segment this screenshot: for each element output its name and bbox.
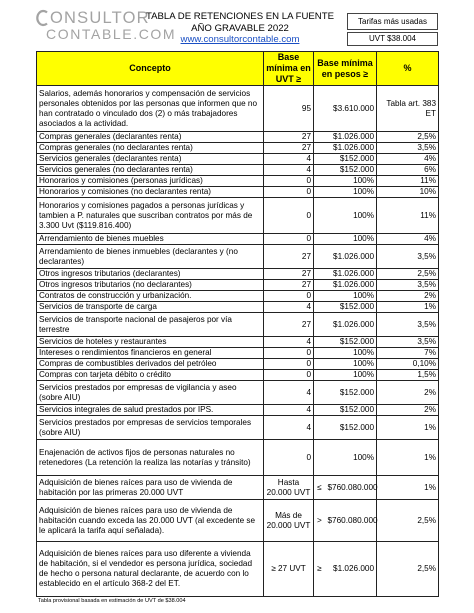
table-row <box>37 370 439 381</box>
table-row <box>37 269 439 280</box>
concepto-cell: Arrendamiento de bienes muebles <box>37 234 264 245</box>
pct-cell: 2,5% <box>377 269 439 280</box>
pct-cell: 6% <box>377 165 439 176</box>
table-row <box>37 154 439 165</box>
pct-cell: 11% <box>377 176 439 187</box>
symbol-cell <box>314 234 326 245</box>
footer-note: Tabla provisional basada en estimación de UVT de $38.004 <box>38 598 186 604</box>
uvt-cell: 4 <box>264 405 314 416</box>
tarifas-box: Tarifas más usadas <box>347 13 438 30</box>
uvt-box: UVT $38.004 <box>347 32 438 46</box>
header-pesos: Base mínima en pesos ≥ <box>314 52 377 86</box>
concepto-cell: Compras con tarjeta débito o crédito <box>37 370 264 381</box>
pct-cell: 4% <box>377 154 439 165</box>
pesos-cell: $760.080.000 <box>326 476 377 500</box>
uvt-cell: Más de 20.000 UVT <box>264 500 314 542</box>
pct-cell: 10% <box>377 187 439 198</box>
concepto-cell: Intereses o rendimientos financieros en general <box>37 348 264 359</box>
uvt-cell: 4 <box>264 381 314 405</box>
concepto-cell: Honorarios y comisiones (personas jurídicas) <box>37 176 264 187</box>
pct-cell: 3,5% <box>377 280 439 291</box>
uvt-cell: 0 <box>264 359 314 370</box>
pct-cell: 1% <box>377 302 439 313</box>
pesos-cell: $152.000 <box>326 302 377 313</box>
uvt-cell: 27 <box>264 269 314 280</box>
pesos-cell: 100% <box>326 198 377 234</box>
uvt-cell: 4 <box>264 154 314 165</box>
uvt-cell: 4 <box>264 302 314 313</box>
pesos-cell: 100% <box>326 176 377 187</box>
pesos-cell: $152.000 <box>326 405 377 416</box>
concepto-cell: Arrendamiento de bienes inmuebles (declarantes y (no declarantes) <box>37 245 264 269</box>
table-row <box>37 381 439 405</box>
pct-cell: 2% <box>377 405 439 416</box>
pct-cell: Tabla art. 383 ET <box>377 86 439 132</box>
logo-c-icon <box>36 9 49 27</box>
pct-cell: 11% <box>377 198 439 234</box>
uvt-cell: 27 <box>264 245 314 269</box>
pesos-cell: $1.026.000 <box>326 245 377 269</box>
concepto-cell: Honorarios y comisiones pagados a personas jurídicas y tambien a P. naturales que suscriban contratos por más de 3.300 Uvt ($119.816.400) <box>37 198 264 234</box>
table-row <box>37 416 439 440</box>
uvt-cell: 0 <box>264 187 314 198</box>
concepto-cell: Servicios de transporte de carga <box>37 302 264 313</box>
pesos-cell: $152.000 <box>326 154 377 165</box>
symbol-cell: ≤ <box>314 476 326 500</box>
logo-line-2: CONTABLE.COM <box>46 26 177 42</box>
pct-cell: 3,5% <box>377 245 439 269</box>
concepto-cell: Servicios integrales de salud prestados por IPS. <box>37 405 264 416</box>
pesos-cell: $1.026.000 <box>326 143 377 154</box>
pct-cell: 1% <box>377 476 439 500</box>
table-row <box>37 313 439 337</box>
symbol-cell: > <box>314 500 326 542</box>
concepto-cell: Adquisición de bienes raíces para uso de vivienda de habitación cuando exceda las 20.000 UVT (al excedente se le aplicará la tarifa aquí señalada). <box>37 500 264 542</box>
uvt-cell: 0 <box>264 348 314 359</box>
pct-cell: 3,5% <box>377 143 439 154</box>
symbol-cell <box>314 302 326 313</box>
pesos-cell: $3.610.000 <box>326 86 377 132</box>
symbol-cell <box>314 416 326 440</box>
logo-line-1: ONSULTOR <box>50 9 150 27</box>
symbol-cell <box>314 348 326 359</box>
symbol-cell <box>314 187 326 198</box>
symbol-cell <box>314 269 326 280</box>
symbol-cell <box>314 245 326 269</box>
concepto-cell: Contratos de construcción y urbanización. <box>37 291 264 302</box>
pesos-cell: 100% <box>326 348 377 359</box>
concepto-cell: Compras de combustibles derivados del petróleo <box>37 359 264 370</box>
uvt-cell: 95 <box>264 86 314 132</box>
symbol-cell <box>314 381 326 405</box>
concepto-cell: Servicios generales (declarantes renta) <box>37 154 264 165</box>
pesos-cell: 100% <box>326 187 377 198</box>
table-row <box>37 348 439 359</box>
header-uvt: Base mínima en UVT ≥ <box>264 52 314 86</box>
pesos-cell: 100% <box>326 440 377 476</box>
concepto-cell: Adquisición de bienes raíces para uso diferente a vivienda de habitación, si el vendedor es persona jurídica, sociedad de hecho o persona natural declarante, de acuerdo con lo establecido en el artículo 368-2 del ET. <box>37 542 264 597</box>
symbol-cell <box>314 143 326 154</box>
title-line-2: AÑO GRAVABLE 2022 <box>191 22 289 34</box>
concepto-cell: Otros ingresos tributarios (no declarantes) <box>37 280 264 291</box>
concepto-cell: Otros ingresos tributarios (declarantes) <box>37 269 264 280</box>
uvt-cell: 0 <box>264 291 314 302</box>
pesos-cell: 100% <box>326 359 377 370</box>
pct-cell: 2,5% <box>377 500 439 542</box>
table-row <box>37 291 439 302</box>
pesos-cell: $1.026.000 <box>326 313 377 337</box>
symbol-cell <box>314 440 326 476</box>
pesos-cell: $760.080.000 <box>326 500 377 542</box>
uvt-cell: 4 <box>264 337 314 348</box>
table-row <box>37 542 439 597</box>
consultor-contable-logo <box>36 9 177 43</box>
header-pct: % <box>377 52 439 86</box>
pct-cell: 1% <box>377 416 439 440</box>
symbol-cell <box>314 176 326 187</box>
pct-cell: 3,5% <box>377 337 439 348</box>
symbol-cell <box>314 132 326 143</box>
table-row <box>37 86 439 132</box>
uvt-cell: 27 <box>264 143 314 154</box>
table-row <box>37 359 439 370</box>
uvt-cell: Hasta 20.000 UVT <box>264 476 314 500</box>
pesos-cell: 100% <box>326 291 377 302</box>
pesos-cell: $1.026.000 <box>326 542 377 597</box>
table-row <box>37 176 439 187</box>
symbol-cell <box>314 337 326 348</box>
uvt-cell: 0 <box>264 440 314 476</box>
pesos-cell: $152.000 <box>326 416 377 440</box>
table-row <box>37 245 439 269</box>
uvt-cell: 27 <box>264 313 314 337</box>
retenciones-table <box>36 51 439 597</box>
concepto-cell: Servicios de hoteles y restaurantes <box>37 337 264 348</box>
symbol-cell <box>314 280 326 291</box>
table-header-row <box>37 52 439 86</box>
uvt-cell: 27 <box>264 280 314 291</box>
concepto-cell: Salarios, además honorarios y compensación de servicios personales obtenidos por las personas que informen que no han contratado o vinculado dos (2) o más trabajadores asociados a la actividad. <box>37 86 264 132</box>
pesos-cell: $152.000 <box>326 165 377 176</box>
concepto-cell: Servicios prestados por empresas de servicios temporales (sobre AIU) <box>37 416 264 440</box>
pesos-cell: $1.026.000 <box>326 132 377 143</box>
header-concepto: Concepto <box>37 52 264 86</box>
uvt-cell: 0 <box>264 370 314 381</box>
table-row <box>37 337 439 348</box>
pesos-cell: $152.000 <box>326 337 377 348</box>
pct-cell: 4% <box>377 234 439 245</box>
uvt-cell: 27 <box>264 132 314 143</box>
uvt-cell: 4 <box>264 165 314 176</box>
concepto-cell: Honorarios y comisiones (no declarantes renta) <box>37 187 264 198</box>
concepto-cell: Servicios de transporte nacional de pasajeros por vía terrestre <box>37 313 264 337</box>
pesos-cell: $1.026.000 <box>326 280 377 291</box>
document-header <box>36 8 438 48</box>
pesos-cell: 100% <box>326 370 377 381</box>
pct-cell: 2,5% <box>377 542 439 597</box>
pct-cell: 2,5% <box>377 132 439 143</box>
pct-cell: 1% <box>377 440 439 476</box>
concepto-cell: Compras generales (no declarantes renta) <box>37 143 264 154</box>
table-row <box>37 234 439 245</box>
symbol-cell <box>314 291 326 302</box>
concepto-cell: Servicios generales (no declarantes renta) <box>37 165 264 176</box>
table-row <box>37 198 439 234</box>
table-row <box>37 440 439 476</box>
uvt-cell: ≥ 27 UVT <box>264 542 314 597</box>
symbol-cell <box>314 86 326 132</box>
table-row <box>37 187 439 198</box>
table-body <box>37 86 439 597</box>
symbol-cell <box>314 359 326 370</box>
symbol-cell <box>314 198 326 234</box>
concepto-cell: Adquisición de bienes raíces para uso de vivienda de habitación por las primeras 20.000 UVT <box>37 476 264 500</box>
table-row <box>37 165 439 176</box>
table-row <box>37 302 439 313</box>
pct-cell: 1,5% <box>377 370 439 381</box>
website-link[interactable]: www.consultorcontable.com <box>180 34 300 45</box>
pesos-cell: 100% <box>326 234 377 245</box>
uvt-cell: 0 <box>264 234 314 245</box>
pct-cell: 2% <box>377 381 439 405</box>
table-row <box>37 500 439 542</box>
title-line-1: TABLA DE RETENCIONES EN LA FUENTE <box>145 11 334 22</box>
uvt-cell: 0 <box>264 198 314 234</box>
concepto-cell: Compras generales (declarantes renta) <box>37 132 264 143</box>
pct-cell: 2% <box>377 291 439 302</box>
table-row <box>37 280 439 291</box>
symbol-cell <box>314 405 326 416</box>
pesos-cell: $152.000 <box>326 381 377 405</box>
symbol-cell <box>314 165 326 176</box>
symbol-cell: ≥ <box>314 542 326 597</box>
uvt-cell: 4 <box>264 416 314 440</box>
document-title <box>140 11 340 46</box>
symbol-cell <box>314 370 326 381</box>
pesos-cell: $1.026.000 <box>326 269 377 280</box>
table-row <box>37 476 439 500</box>
table-row <box>37 132 439 143</box>
pct-cell: 0,10% <box>377 359 439 370</box>
pct-cell: 7% <box>377 348 439 359</box>
concepto-cell: Enajenación de activos fijos de personas naturales no retenedores (La retención la realiza las notarías y tránsito) <box>37 440 264 476</box>
table-row <box>37 143 439 154</box>
concepto-cell: Servicios prestados por empresas de vigilancia y aseo (sobre AIU) <box>37 381 264 405</box>
symbol-cell <box>314 154 326 165</box>
symbol-cell <box>314 313 326 337</box>
table-row <box>37 405 439 416</box>
uvt-cell: 0 <box>264 176 314 187</box>
pct-cell: 3,5% <box>377 313 439 337</box>
